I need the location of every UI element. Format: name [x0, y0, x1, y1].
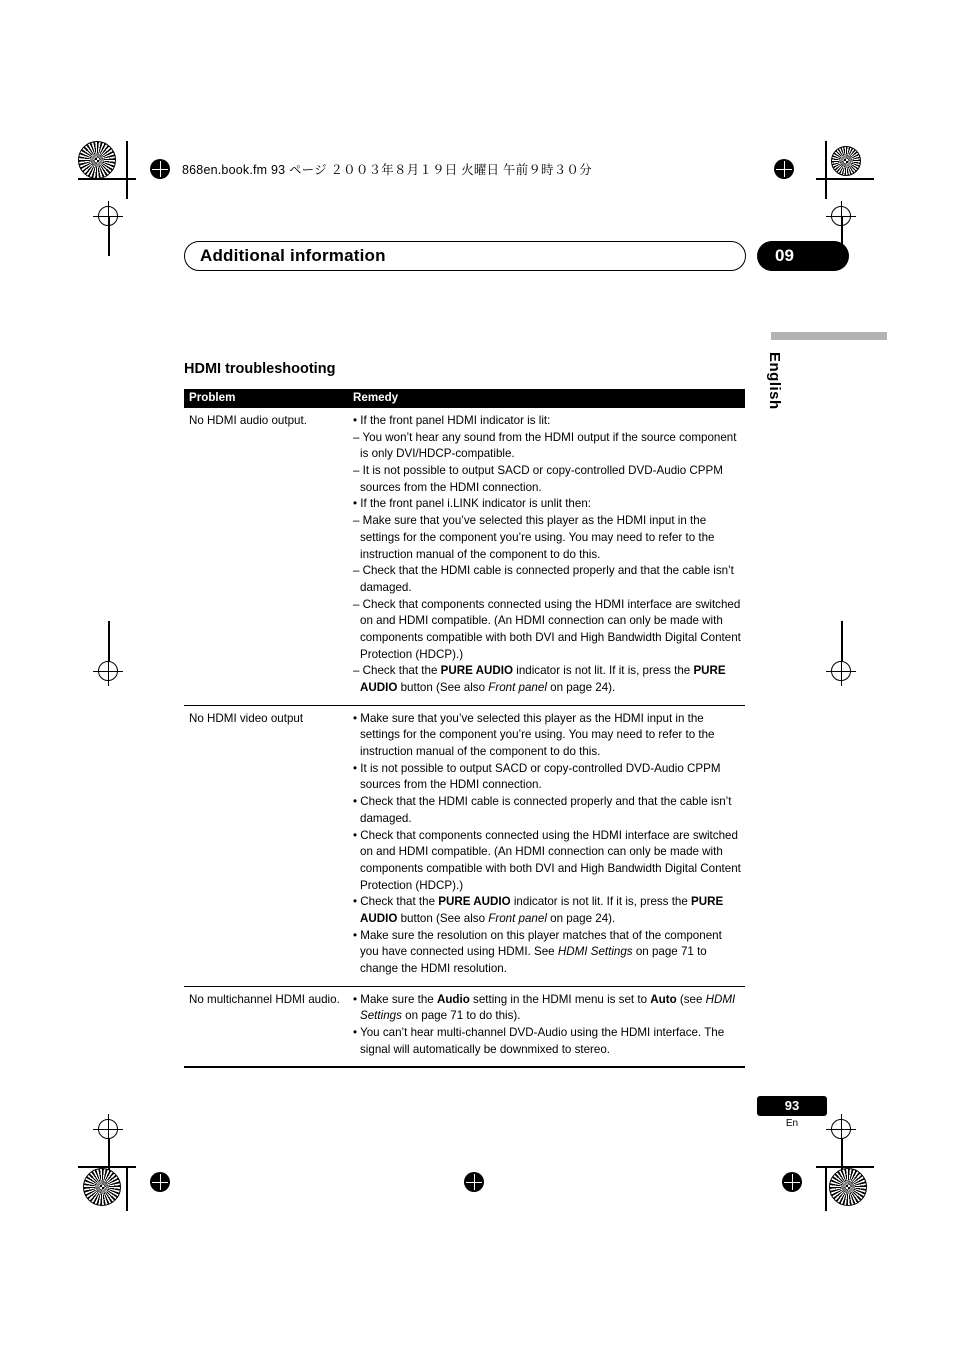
- remedy-line: – Check that the HDMI cable is connected properly and that the cable isn’t damaged.: [353, 564, 734, 594]
- cell-remedy: [349, 706, 745, 986]
- remedy-line: • Make sure that you’ve selected this player as the HDMI input in the settings for the component you’re using. You may need to refer to the instruction manual of the component to do this.: [353, 711, 715, 759]
- registration-mark-right-lower: [831, 1119, 851, 1139]
- remedy-line: – Check that components connected using the HDMI interface are switched on and HDMI compatible. (An HDMI connection can only be made with components compatible with both DVI and High Bandwidth Digital Content Protection (HDCP).): [353, 597, 741, 661]
- registration-mark-top-right: [774, 159, 794, 179]
- language-label: English: [766, 352, 783, 410]
- hdmi-troubleshooting-table: [184, 389, 745, 1068]
- registration-mark-left-lower: [98, 1119, 118, 1139]
- page-number-badge: [757, 1096, 827, 1116]
- table-row: [184, 408, 745, 706]
- language-tab-bar: [771, 332, 887, 340]
- remedy-line: • Make sure the resolution on this player matches that of the component you have connected using HDMI. See HDMI Settings on page 71 to change the HDMI resolution.: [353, 928, 722, 975]
- chapter-number-label: 09: [775, 246, 794, 265]
- column-header-remedy: Remedy: [353, 391, 399, 405]
- remedy-line: • It is not possible to output SACD or copy-controlled DVD-Audio CPPM sources from the HDMI connection.: [353, 761, 721, 792]
- remedy-line: – You won’t hear any sound from the HDMI output if the source component is only DVI/HDCP-compatible.: [353, 430, 737, 461]
- registration-mark-left-middle: [98, 661, 118, 681]
- remedy-line: • Check that the PURE AUDIO indicator is not lit. If it is, press the PURE AUDIO button (See also Front panel on page 24).: [353, 895, 724, 925]
- crop-mark-top-left-vertical: [126, 141, 128, 199]
- registration-mark-bottom-center: [464, 1172, 484, 1192]
- registration-mark-top-center-left: [150, 159, 170, 179]
- crop-mark-right-middle: [841, 621, 843, 661]
- crop-mark-bottom-right-vertical: [825, 1166, 827, 1211]
- table-header-row: [184, 389, 745, 408]
- crop-mark-bottom-left-vertical: [126, 1166, 128, 1211]
- remedy-line: • If the front panel i.LINK indicator is unlit then:: [353, 497, 591, 511]
- page-number-suffix: En: [785, 1118, 799, 1129]
- cell-remedy: [349, 408, 745, 705]
- cell-problem: No HDMI audio output.: [189, 414, 307, 427]
- cell-remedy: [349, 987, 745, 1067]
- remedy-line: • You can’t hear multi-channel DVD-Audio using the HDMI interface. The signal will automatically be downmixed to stereo.: [353, 1026, 725, 1056]
- registration-starburst-bottom-left: [83, 1168, 121, 1206]
- registration-mark-bottom-right: [782, 1172, 802, 1192]
- column-header-problem: Problem: [189, 391, 236, 405]
- page-number: 93: [784, 1098, 800, 1113]
- remedy-line: • Check that the HDMI cable is connected properly and that the cable isn’t damaged.: [353, 795, 732, 825]
- crop-mark-top-right-vertical: [825, 141, 827, 199]
- registration-mark-right-middle: [831, 661, 851, 681]
- cell-problem: No multichannel HDMI audio.: [189, 992, 340, 1006]
- remedy-line: – Make sure that you’ve selected this player as the HDMI input in the settings for the component you’re using. You may need to refer to the instruction manual of the component to do this.: [353, 514, 715, 561]
- remedy-line: – Check that the PURE AUDIO indicator is not lit. If it is, press the PURE AUDIO button (See also Front panel on page 24).: [353, 664, 726, 694]
- registration-starburst-top-right: [831, 146, 861, 176]
- registration-starburst-bottom-right: [829, 1168, 867, 1206]
- remedy-line: • Make sure the Audio setting in the HDMI menu is set to Auto (see HDMI Settings on page 71 to do this).: [353, 992, 736, 1023]
- crop-mark-left-middle: [108, 621, 110, 661]
- remedy-line: • If the front panel HDMI indicator is lit:: [353, 414, 551, 427]
- crop-mark-left-upper: [108, 216, 110, 256]
- remedy-line: – It is not possible to output SACD or copy-controlled DVD-Audio CPPM sources from the HDMI connection.: [353, 464, 723, 494]
- remedy-line: • Check that components connected using the HDMI interface are switched on and HDMI compatible. (An HDMI connection can only be made with components compatible with both DVI and High Bandwidth Digital Content Protection (HDCP).): [353, 828, 741, 892]
- file-header-line: 868en.book.fm 93 ページ ２００３年８月１９日 火曜日 午前９時３０分: [182, 163, 592, 177]
- registration-starburst-top-left: [78, 141, 116, 179]
- cell-problem: No HDMI video output: [189, 711, 304, 725]
- chapter-number-badge: [757, 241, 849, 271]
- table-row: [184, 987, 745, 1069]
- section-heading: HDMI troubleshooting: [184, 361, 336, 377]
- registration-mark-bottom-left: [150, 1172, 170, 1192]
- page-title: Additional information: [200, 246, 386, 265]
- table-row: [184, 706, 745, 987]
